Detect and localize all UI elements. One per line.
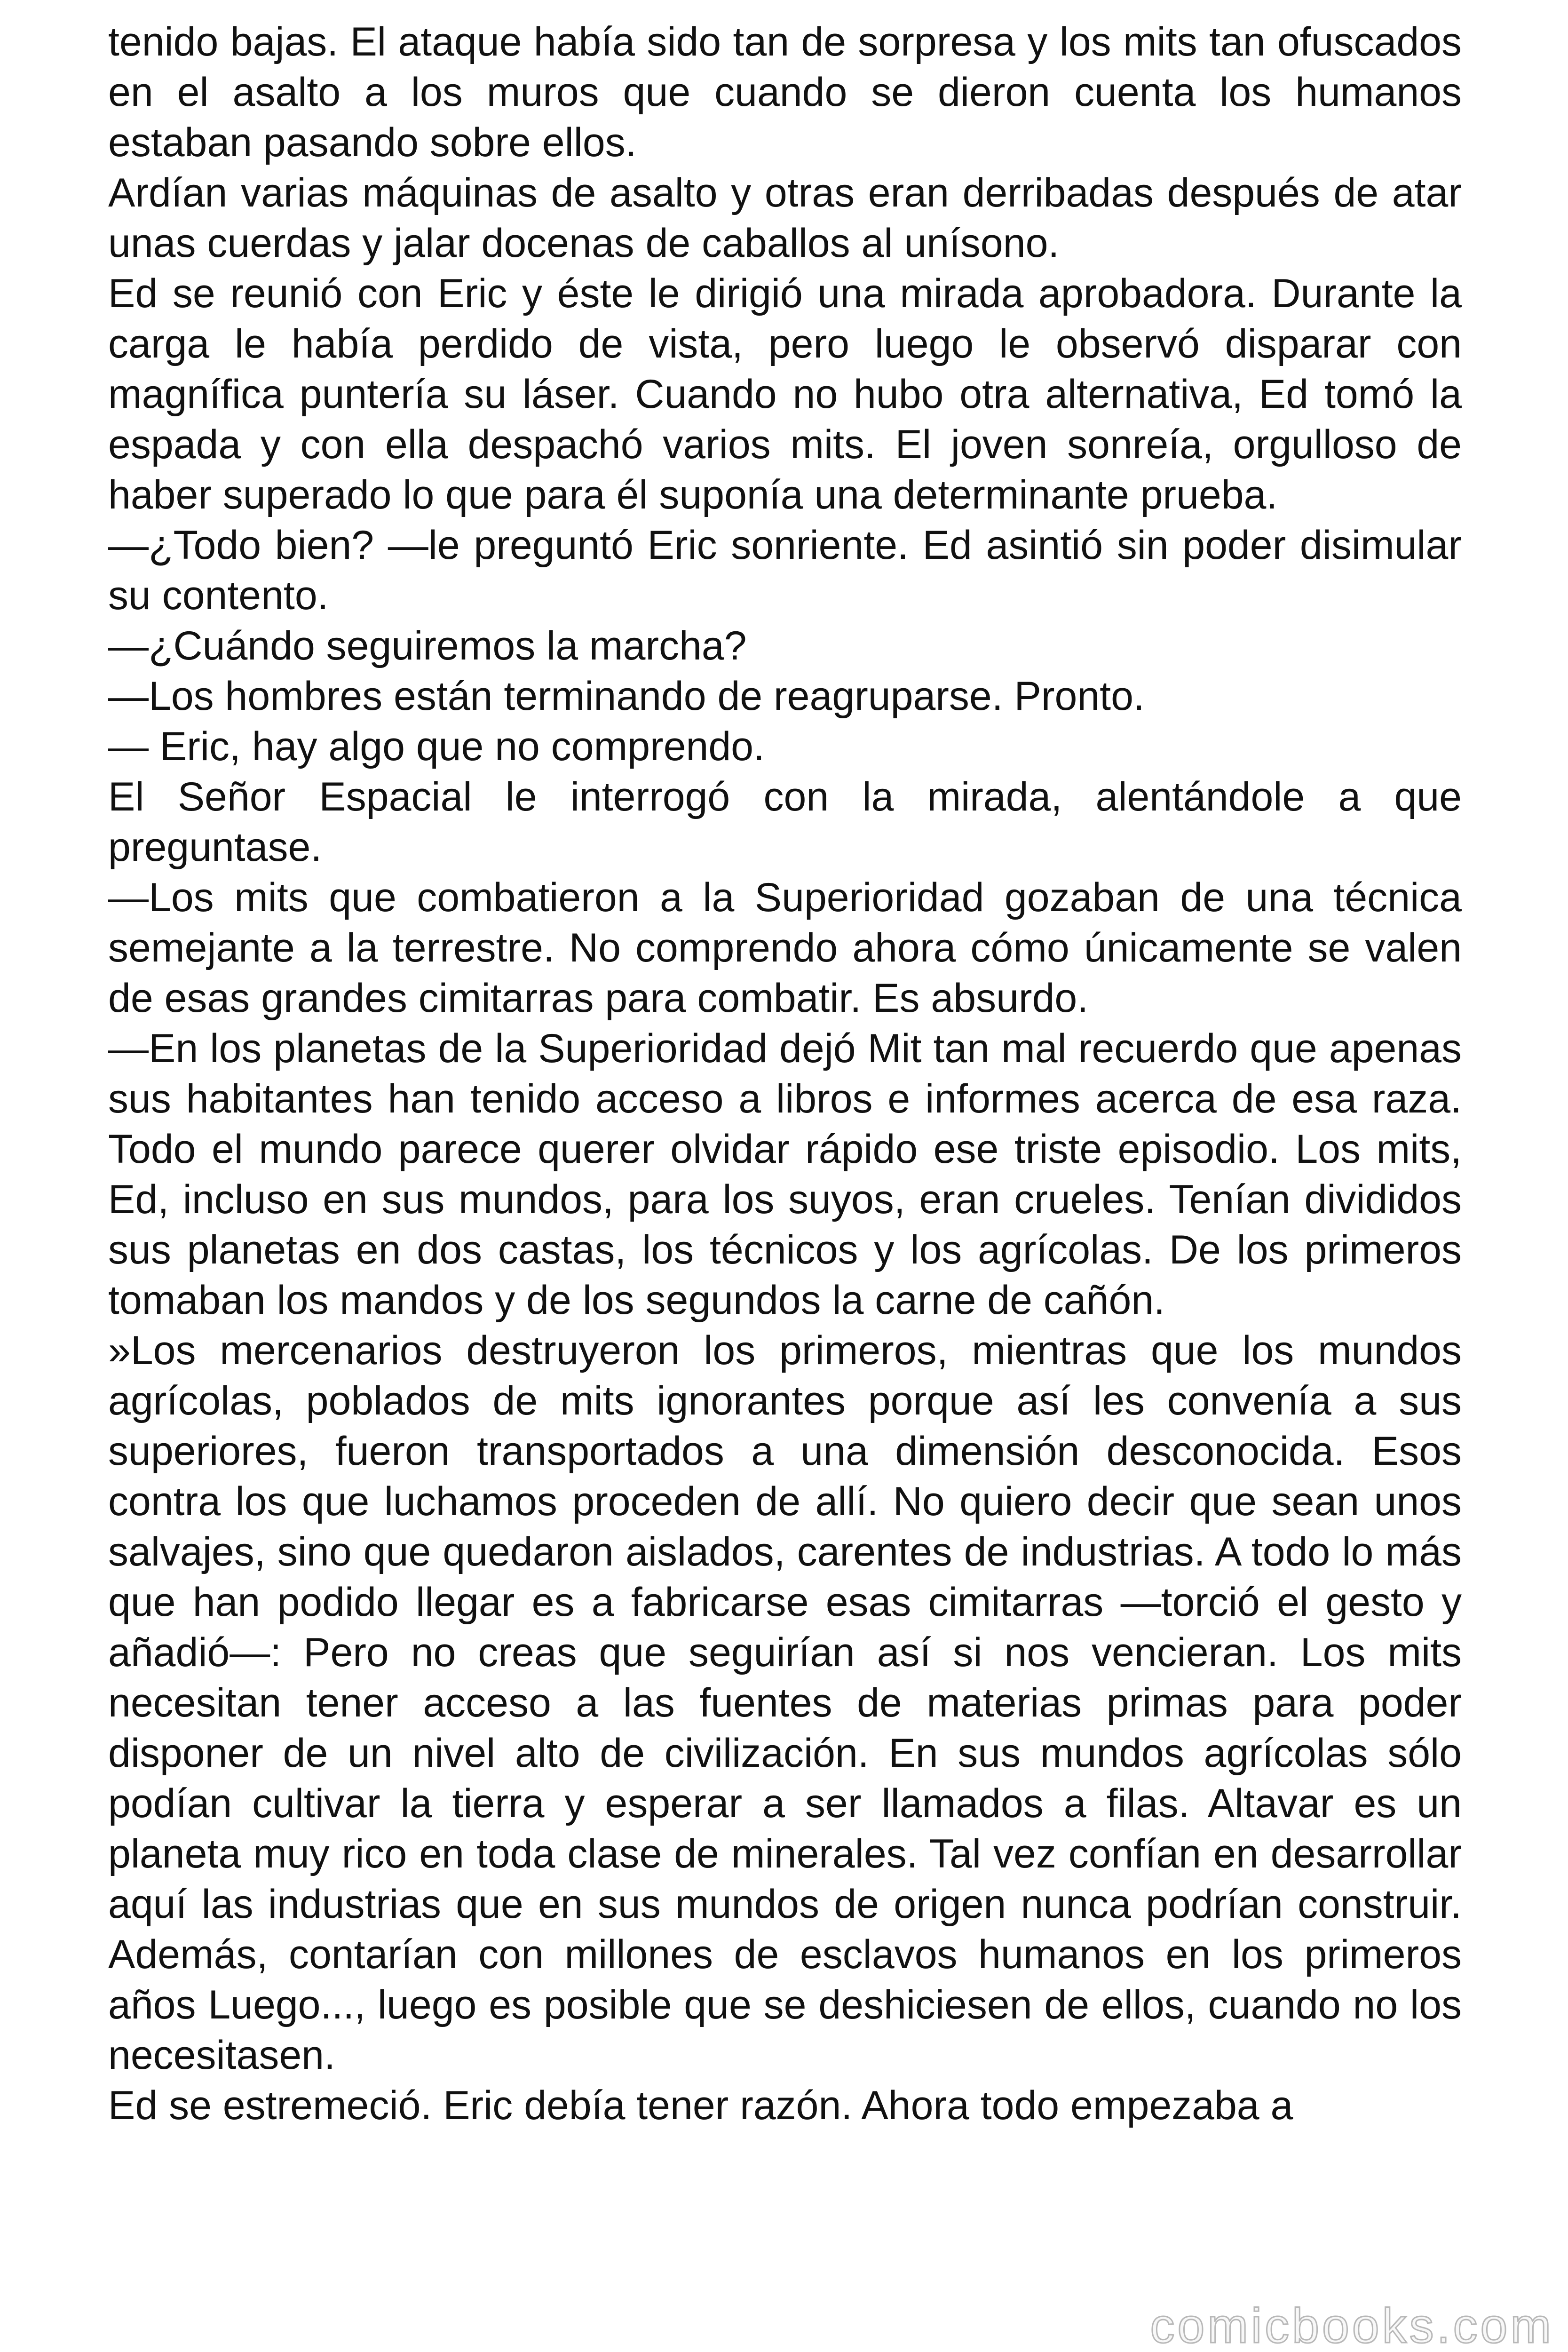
paragraph-5: —¿Cuándo seguiremos la marcha? — [108, 623, 747, 668]
paragraph-8: El Señor Espacial le interrogó con la mirada, alentándole a que preguntase. — [108, 774, 1462, 870]
book-page-text — [108, 17, 1462, 2131]
paragraph-9: —Los mits que combatieron a la Superioridad gozaban de una técnica semejante a la terrestre. No comprendo ahora cómo únicamente se valen de esas grandes cimitarras para combatir. Es absurdo. — [108, 875, 1462, 1021]
paragraph-12: Ed se estremeció. Eric debía tener razón. Ahora todo empezaba a — [108, 2083, 1293, 2128]
paragraph-4: —¿Todo bien? —le preguntó Eric sonriente. Ed asintió sin poder disimular su contento. — [108, 523, 1462, 618]
paragraph-11: »Los mercenarios destruyeron los primeros, mientras que los mundos agrícolas, poblados de mits ignorantes porque así les convenía a sus superiores, fueron transportados a una dimensión desconocida. Esos contra los que luchamos proceden de allí. No quiero decir que sean unos salvajes, sino que quedaron aislados, carentes de industrias. A todo lo más que han podido llegar es a fabricarse esas cimitarras —torció el gesto y añadió—: Pero no creas que seguirían así si nos vencieran. Los mits necesitan tener acceso a las fuentes de materias primas para poder disponer de un nivel alto de civilización. En sus mundos agrícolas sólo podían cultivar la tierra y esperar a ser llamados a filas. Altavar es un planeta muy rico en toda clase de minerales. Tal vez confían en desarrollar aquí las industrias que en sus mundos de origen nunca podrían construir. Además, contarían con millones de esclavos humanos en los primeros años Luego..., luego es posible que se deshiciesen de ellos, cuando no los necesitasen. — [108, 1328, 1462, 2078]
paragraph-1: tenido bajas. El ataque había sido tan de sorpresa y los mits tan ofuscados en el asalto a los muros que cuando se dieron cuenta los humanos estaban pasando sobre ellos. — [108, 19, 1462, 165]
paragraph-6: —Los hombres están terminando de reagruparse. Pronto. — [108, 674, 1145, 719]
watermark: comicbooks.com — [1150, 2299, 1554, 2352]
paragraph-3: Ed se reunió con Eric y éste le dirigió una mirada aprobadora. Durante la carga le había perdido de vista, pero luego le observó disparar con magnífica puntería su láser. Cuando no hubo otra alternativa, Ed tomó la espada y con ella despachó varios mits. El joven sonreía, orgulloso de haber superado lo que para él suponía una determinante prueba. — [108, 271, 1462, 517]
paragraph-10: —En los planetas de la Superioridad dejó Mit tan mal recuerdo que apenas sus habitantes han tenido acceso a libros e informes acerca de esa raza. Todo el mundo parece querer olvidar rápido ese triste episodio. Los mits, Ed, incluso en sus mundos, para los suyos, eran crueles. Tenían divididos sus planetas en dos castas, los técnicos y los agrícolas. De los primeros tomaban los mandos y de los segundos la carne de cañón. — [108, 1026, 1462, 1323]
paragraph-7: — Eric, hay algo que no comprendo. — [108, 724, 765, 769]
paragraph-2: Ardían varias máquinas de asalto y otras eran derribadas después de atar unas cuerdas y jalar docenas de caballos al unísono. — [108, 170, 1462, 266]
